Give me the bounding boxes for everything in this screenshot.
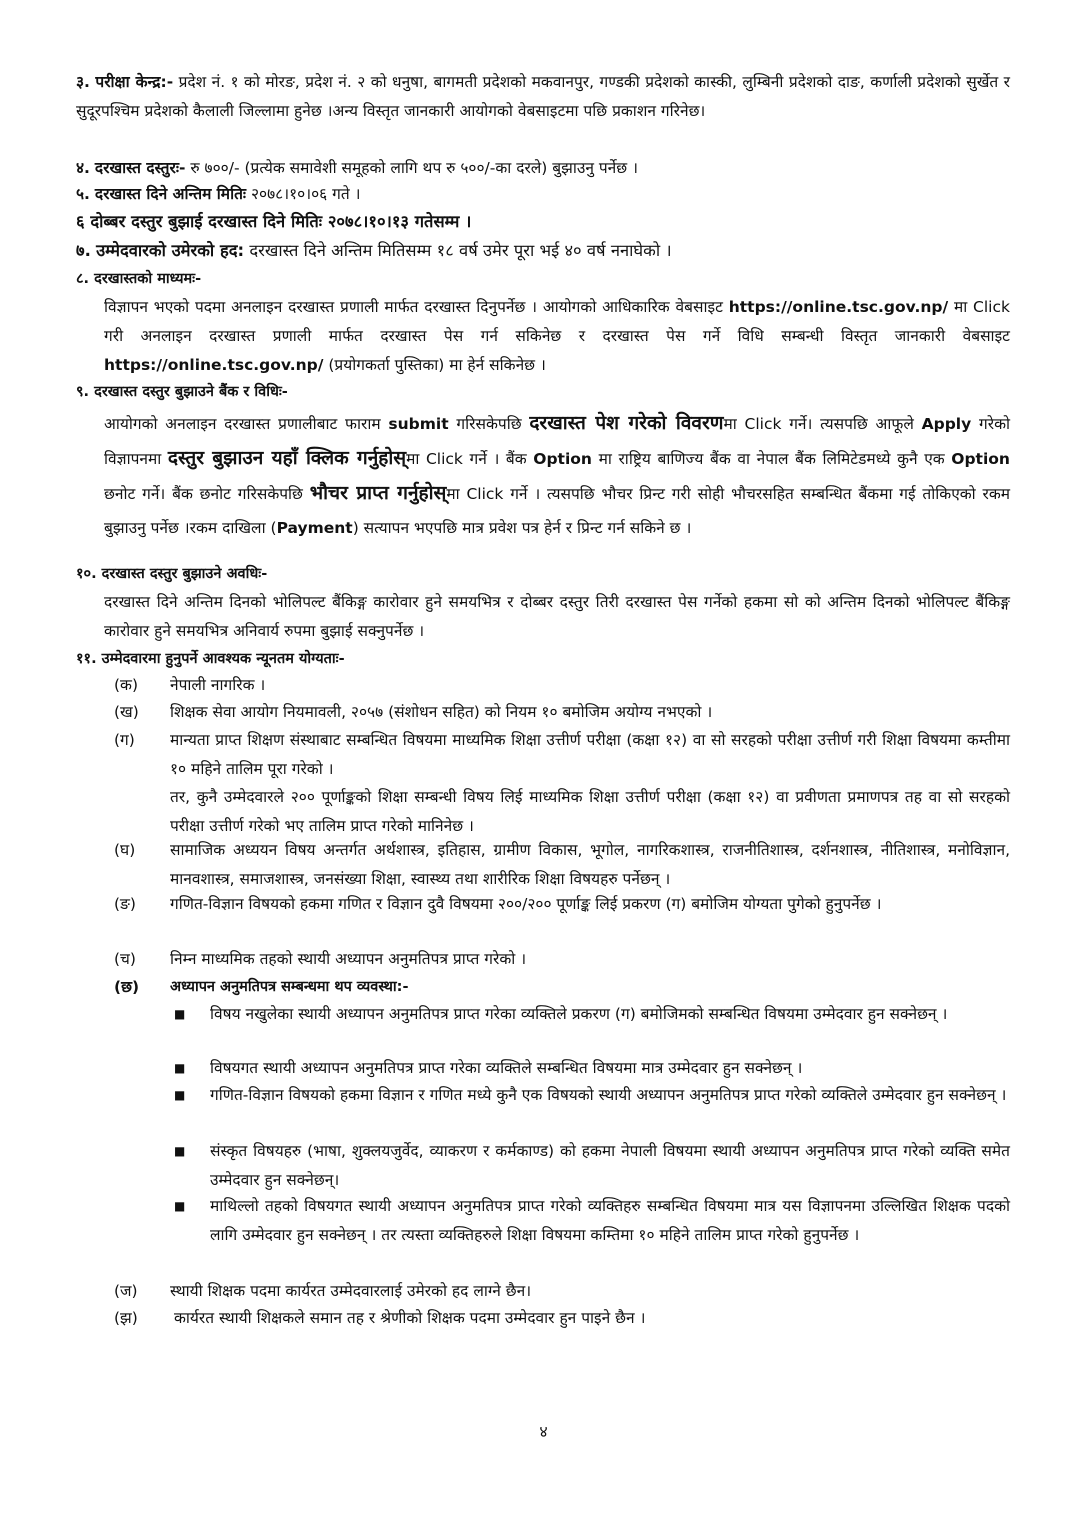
chha-bullet-3: गणित-विज्ञान विषयको हकमा विज्ञान र गणित मध्ये कुनै एक विषयको स्थायी अध्यापन अनुमतिपत्र प्राप्त गरेको व्यक्तिले उम्मेदवार हुन सक्नेछन् ।	[210, 1086, 1007, 1104]
item-11-jha-text: कार्यरत स्थायी शिक्षकले समान तह र श्रेणीको शिक्षक पदमा उम्मेदवार हुन पाइने छैन ।	[174, 1309, 646, 1327]
item-9-label: दरखास्त दस्तुर बुझाउने बैंक र विधिः-	[94, 384, 288, 400]
page-number: ४	[539, 1422, 548, 1441]
item-11-nga-marker: (ङ)	[114, 895, 136, 913]
item-7	[76, 236, 1010, 265]
item-11-kha-text: शिक्षक सेवा आयोग नियमावली, २०५७ (संशोधन सहित) को नियम १० बमोजिम अयोग्य नभएको ।	[170, 703, 713, 721]
item-8-heading	[76, 265, 1010, 294]
chha-bullet-4: संस्कृत विषयहरु (भाषा, शुक्लयजुर्वेद, व्याकरण र कर्मकाण्ड) को हकमा नेपाली विषयमा स्थायी अध्यापन अनुमतिपत्र प्राप्त गरेको व्यक्ति समेत उम्मेदवार हुन सक्नेछन्।	[210, 1142, 1010, 1189]
item-9-text-e: मा Click गर्ने । बैंक	[406, 450, 527, 468]
item-11-ka-text: नेपाली नागरिक ।	[170, 676, 266, 694]
item-11-kha-marker: (ख)	[114, 703, 139, 721]
chha-bullet-5: माथिल्लो तहको विषयगत स्थायी अध्यापन अनुमतिपत्र प्राप्त गरेको व्यक्तिहरु सम्बन्धित विषयमा मात्र यस विज्ञापनमा उल्लिखित शिक्षक पदको लागि उम्मेदवार हुन सक्नेछन् । तर त्यस्ता व्यक्तिहरुले शिक्षा विषयमा कम्तिमा १० महिने तालिम प्राप्त गरेको हुनुपर्नेछ ।	[210, 1197, 1010, 1244]
item-9-text-d: गरेको विज्ञापनमा	[104, 415, 1010, 468]
bullet-icon: ■	[174, 1007, 186, 1021]
item-4-number: ४.	[76, 159, 90, 177]
item-9-text-g: छनोट गर्ने। बैंक छनोट गरिसकेपछि	[104, 485, 303, 503]
item-11-ga-proviso: तर, कुनै उम्मेदवारले २०० पूर्णाङ्कको शिक्षा सम्बन्धी विषय लिई माध्यमिक शिक्षा उत्तीर्ण परीक्षा (कक्षा १२) वा प्रवीणता प्रमाणपत्र तह वा सो सरहको परीक्षा उत्तीर्ण गरेको भए तालिम प्राप्त गरेको मानिनेछ ।	[170, 788, 1010, 835]
tsc-website-link[interactable]: https://online.tsc.gov.np/	[728, 298, 949, 316]
item-4	[76, 154, 1010, 183]
item-9-number: ९.	[76, 384, 90, 400]
item-8-text-3: (प्रयोगकर्ता पुस्तिका) मा हेर्न सकिनेछ ।	[328, 356, 546, 374]
item-5	[76, 180, 1010, 209]
bullet-icon: ■	[174, 1199, 186, 1213]
item-5-text: २०७८।१०।०६ गते ।	[251, 185, 361, 203]
item-11-cha-marker: (च)	[114, 950, 136, 968]
item-3	[76, 68, 1010, 126]
item-8-text-2: मा Click गरी अनलाइन दरखास्त प्रणाली मार्फत दरखास्त पेस गर्न सकिनेछ र दरखास्त पेस गर्ने विधि सम्बन्धी विस्तृत जानकारी वेबसाइट	[104, 298, 1010, 345]
item-8-number: ८.	[76, 271, 90, 287]
item-11-jha-marker: (झ)	[114, 1309, 138, 1327]
chha-bullet-2: विषयगत स्थायी अध्यापन अनुमतिपत्र प्राप्त गरेका व्यक्तिले सम्बन्धित विषयमा मात्र उम्मेदवार हुन सक्नेछन् ।	[210, 1059, 803, 1077]
item-8-body	[104, 293, 1010, 380]
item-11-chha-marker: (छ)	[114, 978, 140, 996]
item-9-highlight-3: भौचर प्राप्त गर्नुहोस्	[309, 482, 447, 504]
item-9-text-h: मा Click गर्ने । त्यसपछि भौचर प्रिन्ट गरी सोही भौचरसहित सम्बन्धित बैंकमा गई तोकिएको रकम बुझाउनु पर्नेछ ।रकम दाखिला (	[104, 485, 1011, 537]
item-11-ja-marker: (ज)	[114, 1282, 138, 1300]
bullet-icon: ■	[174, 1061, 186, 1075]
item-8-text-1: विज्ञापन भएको पदमा अनलाइन दरखास्त प्रणाली मार्फत दरखास्त दिनुपर्नेछ । आयोगको आधिकारिक वेबसाइट	[104, 298, 723, 316]
bullet-icon: ■	[174, 1144, 186, 1158]
item-8-label: दरखास्तको माध्यमः-	[94, 271, 202, 287]
item-3-number: ३.	[76, 73, 90, 91]
item-7-label: उम्मेदवारको उमेरको हद:	[96, 241, 245, 260]
item-5-number: ५.	[76, 185, 90, 203]
item-3-label: परीक्षा केन्द्र:-	[95, 73, 174, 91]
item-10-heading	[76, 560, 1010, 589]
item-11-cha-text: निम्न माध्यमिक तहको स्थायी अध्यापन अनुमतिपत्र प्राप्त गरेको ।	[170, 950, 527, 968]
item-11-gha-text: सामाजिक अध्ययन विषय अन्तर्गत अर्थशास्त्र, इतिहास, ग्रामीण विकास, भूगोल, नागरिकशास्त्र, राजनीतिशास्त्र, दर्शनशास्त्र, नीतिशास्त्र, मनोविज्ञान, मानवशास्त्र, समाजशास्त्र, जनसंख्या शिक्षा, स्वास्थ्य तथा शारीरिक शिक्षा विषयहरु पर्नेछन् ।	[170, 841, 1010, 888]
item-9-text-c: मा Click गर्ने। त्यसपछि आफूले	[723, 415, 914, 433]
item-6: ६ दोब्बर दस्तुर बुझाई दरखास्त दिने मितिः २०७८।१०।१३ गतेसम्म ।	[76, 212, 472, 231]
item-11-ka-marker: (क)	[114, 676, 138, 694]
bullet-icon: ■	[174, 1088, 186, 1102]
item-9-heading	[76, 378, 1010, 407]
chha-bullet-1: विषय नखुलेका स्थायी अध्यापन अनुमतिपत्र प्राप्त गरेका व्यक्तिले प्रकरण (ग) बमोजिमको सम्बन्धित विषयमा उम्मेदवार हुन सक्नेछन् ।	[210, 1005, 948, 1023]
item-10-body: दरखास्त दिने अन्तिम दिनको भोलिपल्ट बैंकिङ्ग कारोवार हुने समयभित्र र दोब्बर दस्तुर तिरी दरखास्त पेस गर्नेको हकमा सो को अन्तिम दिनको भोलिपल्ट बैंकिङ्ग कारोवार हुने समयभित्र अनिवार्य रुपमा बुझाई सक्नुपर्नेछ ।	[104, 593, 1010, 640]
item-7-number: ७.	[76, 241, 91, 260]
item-10-label: दरखास्त दस्तुर बुझाउने अवधिः-	[101, 566, 268, 582]
item-9-text-f: मा राष्ट्रिय बाणिज्य बैंक वा नेपाल बैंक लिमिटेडमध्ये कुनै एक	[598, 450, 945, 468]
item-11-nga-text: गणित-विज्ञान विषयको हकमा गणित र विज्ञान दुवै विषयमा २००/२०० पूर्णाङ्क लिई प्रकरण (ग) बमोजिम योग्यता पुगेको हुनुपर्नेछ ।	[170, 895, 882, 913]
item-9-text-i: ) सत्यापन भएपछि मात्र प्रवेश पत्र हेर्न र प्रिन्ट गर्न सकिने छ ।	[352, 519, 692, 537]
tsc-website-link-2[interactable]: https://online.tsc.gov.np/	[104, 356, 324, 374]
item-10-number: १०.	[76, 566, 97, 582]
item-7-text: दरखास्त दिने अन्तिम मितिसम्म १८ वर्ष उमेर पूरा भई ४० वर्ष ननाघेको ।	[249, 241, 672, 260]
item-3-text: प्रदेश नं. १ को मोरङ, प्रदेश नं. २ को धनुषा, बागमती प्रदेशको मकवानपुर, गण्डकी प्रदेशको कास्की, लुम्बिनी प्रदेशको दाङ, कर्णाली प्रदेशको सुर्खेत र सुदूरपश्चिम प्रदेशको कैलाली जिल्लामा हुनेछ ।अन्य विस्तृत जानकारी आयोगको वेबसाइटमा पछि प्रकाशन गरिनेछ।	[76, 73, 1010, 120]
item-11-ga-text: मान्यता प्राप्त शिक्षण संस्थाबाट सम्बन्धित विषयमा माध्यमिक शिक्षा उत्तीर्ण परीक्षा (कक्षा १२) वा सो सरहको परीक्षा उत्तीर्ण गरी शिक्षा विषयमा कम्तीमा १० महिने तालिम पूरा गरेको ।	[170, 731, 1010, 778]
item-9-payment: Payment	[276, 519, 353, 537]
item-9-body	[104, 406, 1010, 545]
item-11-chha-text: अध्यापन अनुमतिपत्र सम्बन्धमा थप व्यवस्था:-	[170, 979, 409, 995]
item-9-highlight-2: दस्तुर बुझाउन यहाँ क्लिक गर्नुहोस्	[167, 447, 407, 469]
item-5-label: दरखास्त दिने अन्तिम मितिः	[94, 185, 247, 203]
item-11-heading	[76, 645, 1010, 674]
item-9-highlight-1: दरखास्त पेश गरेको विवरण	[529, 412, 724, 434]
item-11-label: उम्मेदवारमा हुनुपर्ने आवश्यक न्यूनतम योग्यताः-	[101, 651, 345, 667]
item-11-number: ११.	[76, 651, 97, 667]
item-9-text-b: गरिसकेपछि	[456, 415, 522, 433]
item-11-ga-marker: (ग)	[114, 731, 135, 749]
item-4-label: दरखास्त दस्तुरः-	[94, 159, 186, 177]
item-9-option-2: Option	[951, 450, 1010, 468]
item-9-submit: submit	[388, 415, 449, 433]
item-11-gha-marker: (घ)	[114, 841, 136, 859]
item-9-apply: Apply	[921, 415, 972, 433]
item-9-option-1: Option	[533, 450, 592, 468]
item-4-text: रु ७००/- (प्रत्येक समावेशी समूहको लागि थप रु ५००/-का दरले) बुझाउनु पर्नेछ ।	[190, 159, 638, 177]
item-9-text-a: आयोगको अनलाइन दरखास्त प्रणालीबाट फाराम	[104, 415, 381, 433]
item-11-ja-text: स्थायी शिक्षक पदमा कार्यरत उम्मेदवारलाई उमेरको हद लाग्ने छैन।	[170, 1282, 532, 1300]
